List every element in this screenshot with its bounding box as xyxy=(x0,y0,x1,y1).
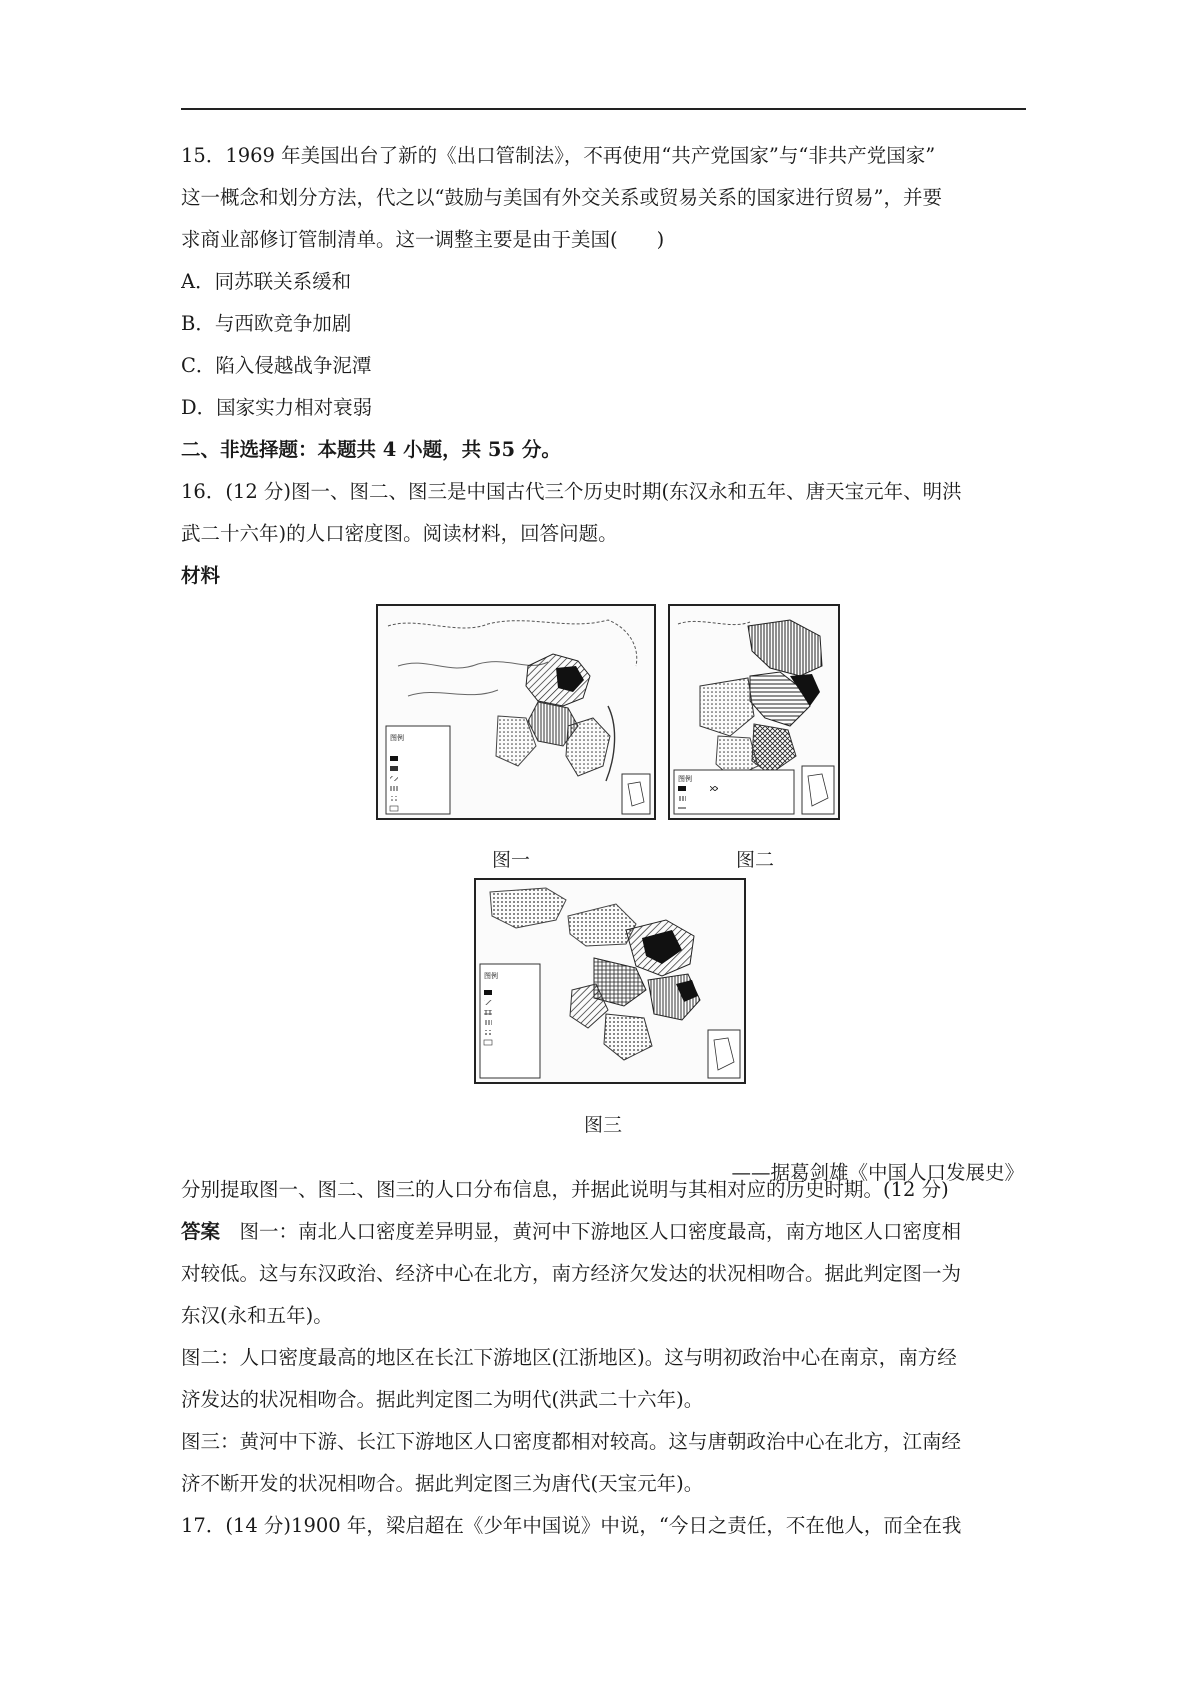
material-label: 材料 xyxy=(181,564,221,587)
figure-3-caption: 图三 xyxy=(583,1114,622,1136)
q16-question: 分别提取图一、图二、图三的人口分布信息，并据此说明与其相对应的历史时期。(12 分) xyxy=(181,1178,949,1201)
figure-3-map-drawing xyxy=(476,880,744,1082)
q15-option-d: D．国家实力相对衰弱 xyxy=(181,396,373,419)
section-heading: 二、非选择题：本题共 4 小题，共 55 分。 xyxy=(181,438,561,461)
q15-stem-line2: 这一概念和划分方法，代之以“鼓励与美国有外交关系或贸易关系的国家进行贸易”，并要 xyxy=(181,186,942,209)
answer-label: 答案 xyxy=(181,1220,221,1243)
answer-line-4: 图二：人口密度最高的地区在长江下游地区(江浙地区)。这与明初政治中心在南京，南方经 xyxy=(181,1346,957,1369)
figure-2-map xyxy=(668,604,840,820)
figure-1-legend-title: 图例 xyxy=(390,734,404,742)
figure-3-map xyxy=(474,878,746,1084)
answer-line-1 xyxy=(181,1218,1021,1246)
q15-option-b: B．与西欧竞争加剧 xyxy=(181,312,352,335)
answer-line-3: 东汉(永和五年)。 xyxy=(181,1304,333,1327)
figure-1-caption: 图一 xyxy=(491,849,530,871)
q16-stem-line1: 16．(12 分)图一、图二、图三是中国古代三个历史时期(东汉永和五年、唐天宝元年、明洪 xyxy=(181,480,962,503)
answer-line-5: 济发达的状况相吻合。据此判定图二为明代(洪武二十六年)。 xyxy=(181,1388,704,1411)
figure-1-map-drawing xyxy=(378,606,654,818)
answer-line-2: 对较低。这与东汉政治、经济中心在北方，南方经济欠发达的状况相吻合。据此判定图一为 xyxy=(181,1262,962,1285)
q15-stem-line1: 15．1969 年美国出台了新的《出口管制法》，不再使用“共产党国家”与“非共产党国家” xyxy=(181,144,936,167)
answer-text-1a: 图一：南北人口密度差异明显，黄河中下游地区人口密度最高，南方地区人口密度相 xyxy=(220,1220,962,1243)
figure-2-legend-title: 图例 xyxy=(678,775,692,783)
q15-option-c: C．陷入侵越战争泥潭 xyxy=(181,354,372,377)
q15-option-a: A．同苏联关系缓和 xyxy=(181,270,352,293)
header-rule xyxy=(181,108,1026,110)
q17-stem-line1: 17．(14 分)1900 年，梁启超在《少年中国说》中说，“今日之责任，不在他人，而全在我 xyxy=(181,1514,962,1537)
figure-2-map-drawing xyxy=(670,606,838,818)
q16-stem-line2: 武二十六年)的人口密度图。阅读材料，回答问题。 xyxy=(181,522,618,545)
figure-2-legend-box xyxy=(674,770,794,814)
answer-line-7: 济不断开发的状况相吻合。据此判定图三为唐代(天宝元年)。 xyxy=(181,1472,704,1495)
figure-2-caption: 图二 xyxy=(735,849,774,871)
figure-3-legend-title: 图例 xyxy=(484,972,498,980)
q15-stem-line3: 求商业部修订管制清单。这一调整主要是由于美国( ) xyxy=(181,228,665,251)
answer-line-6: 图三：黄河中下游、长江下游地区人口密度都相对较高。这与唐朝政治中心在北方，江南经 xyxy=(181,1430,962,1453)
source-citation: ——据葛剑雄《中国人口发展史》 xyxy=(731,1160,1024,1184)
figure-1-map xyxy=(376,604,656,820)
